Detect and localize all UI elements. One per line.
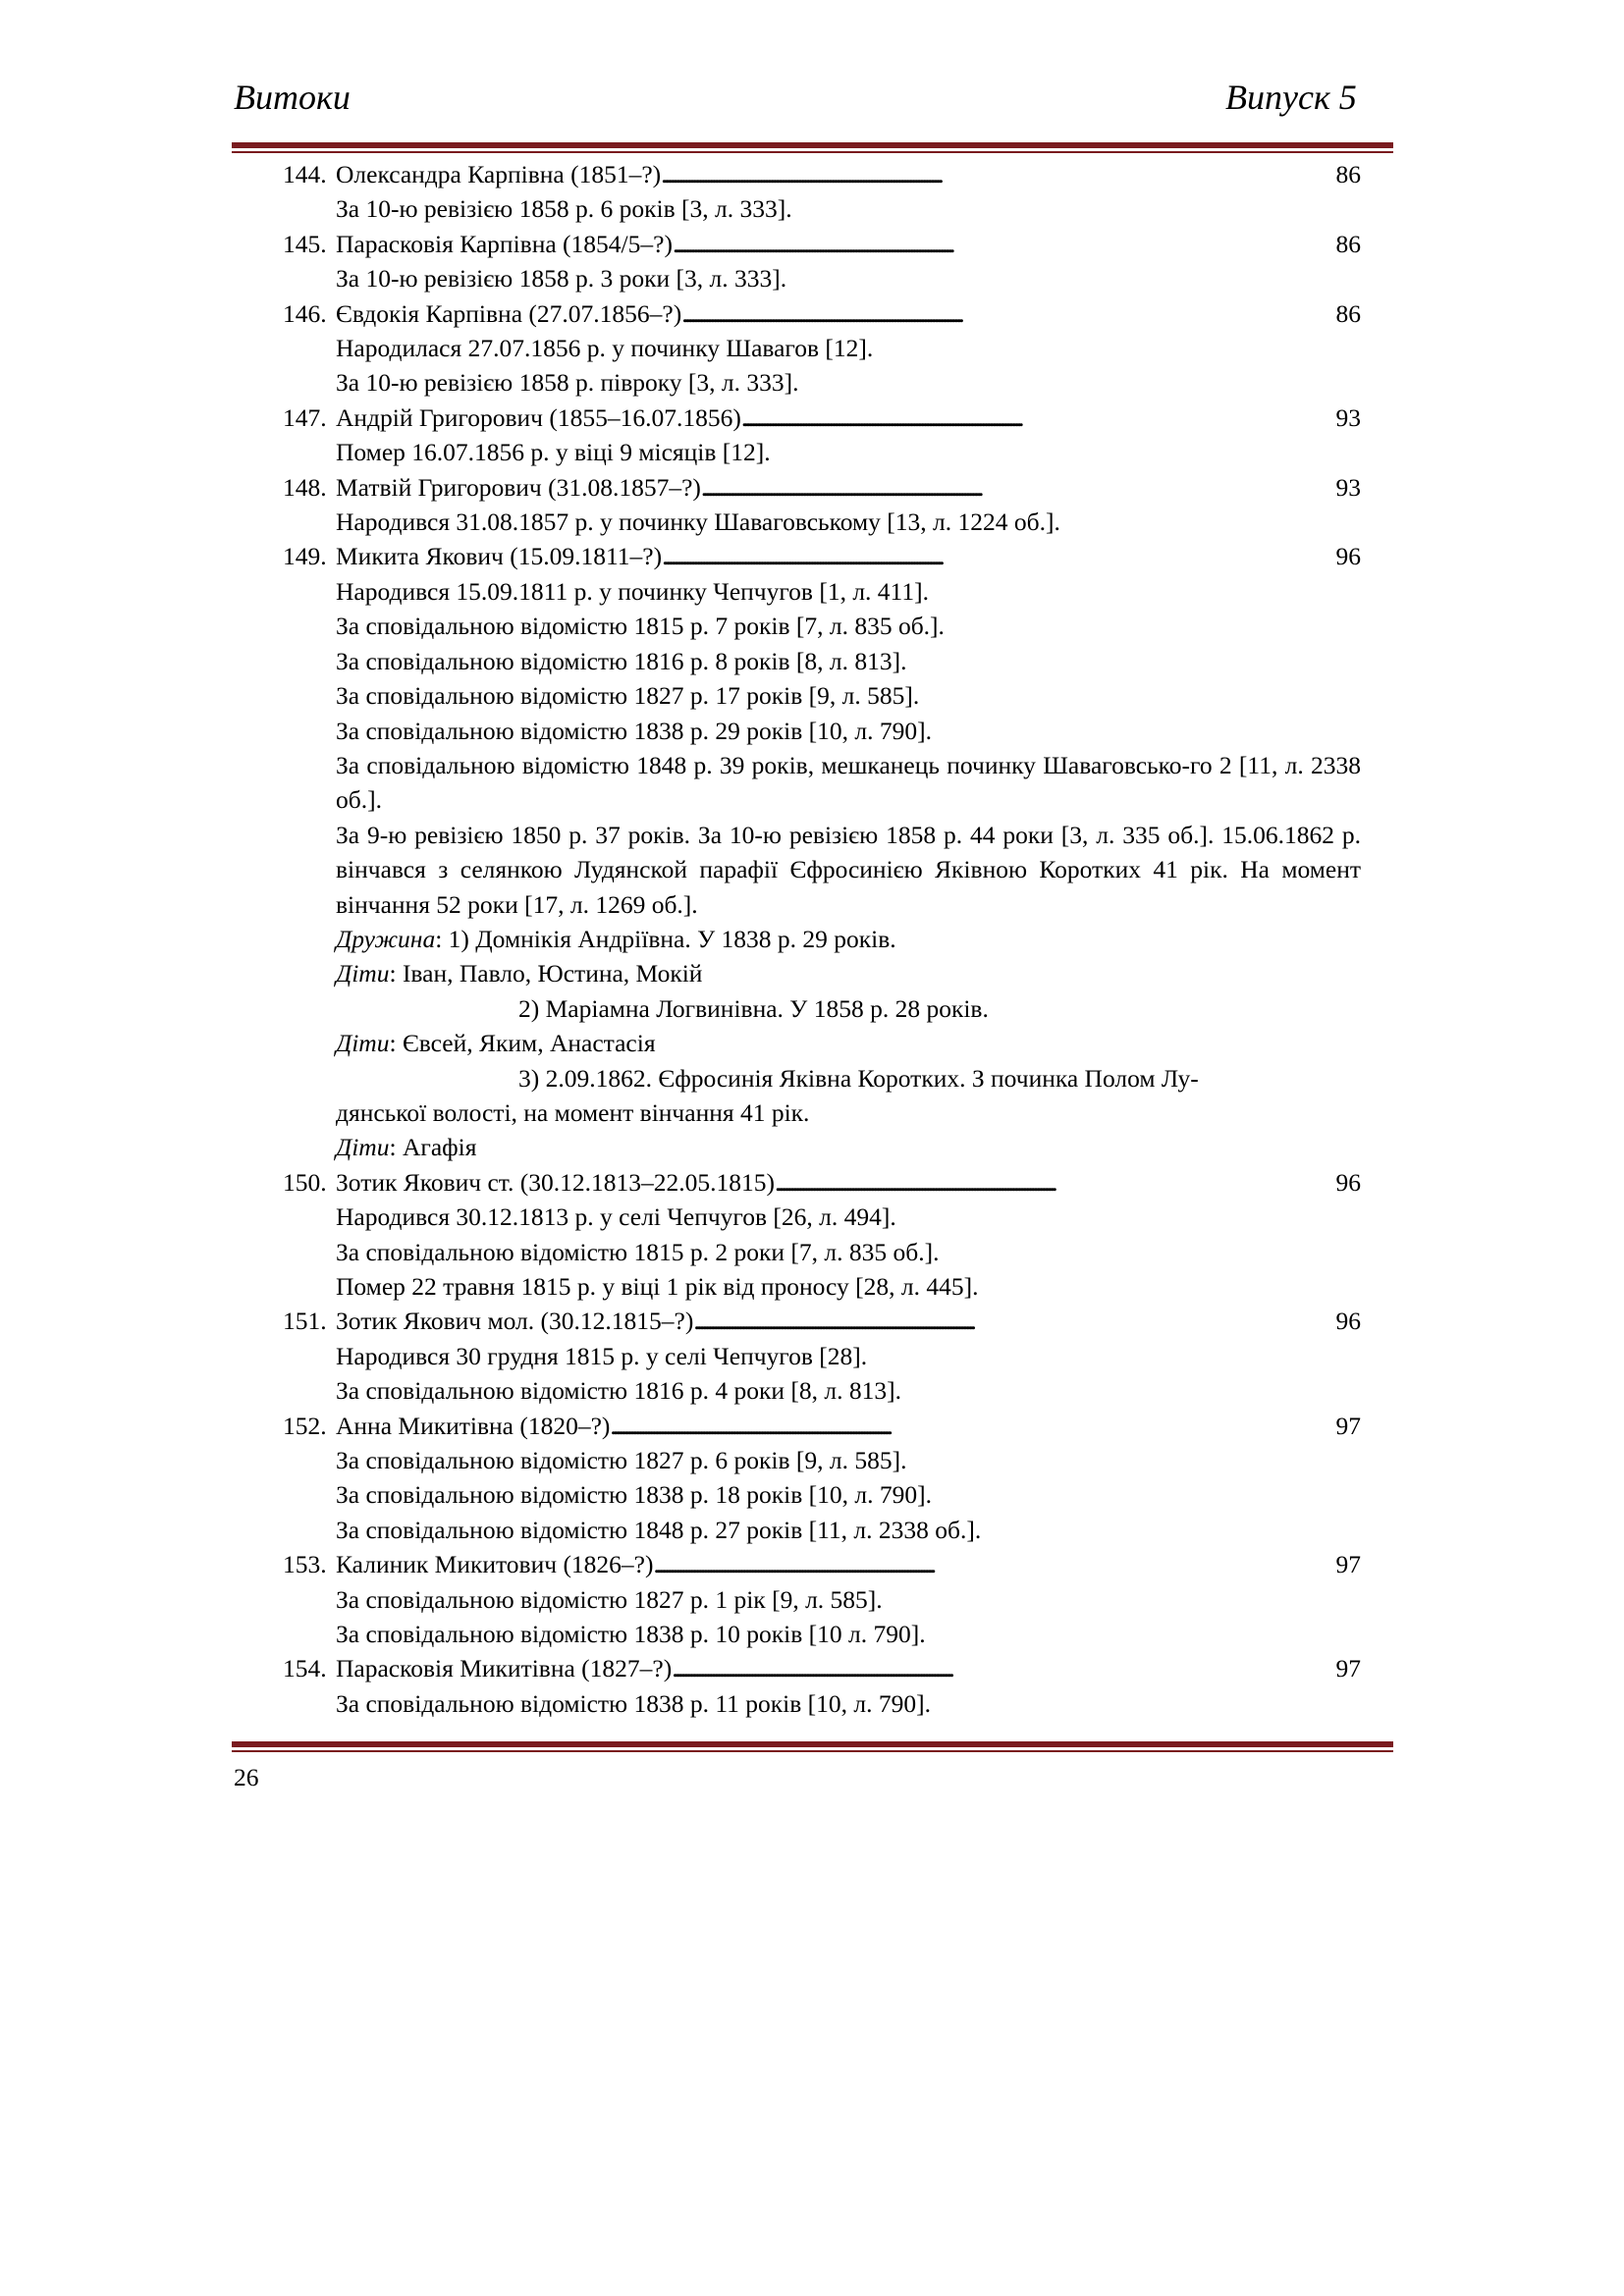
entry-title: Анна Микитівна (1820–?)	[336, 1411, 611, 1440]
entry-number: 149.	[283, 542, 327, 571]
spouse-text: : 1) Домнікія Андріївна. У 1838 р. 29 років.	[435, 924, 896, 953]
entry-title: Євдокія Карпівна (27.07.1856–?)	[336, 298, 682, 328]
leader-dots	[701, 470, 1326, 505]
entry-line: За сповідальною відомістю 1815 р. 7 років [7, л. 835 об.].	[336, 612, 945, 641]
children-text: : Агафія	[389, 1133, 477, 1162]
entry-line: Народився 30 грудня 1815 р. у селі Чепчугов [28].	[336, 1341, 868, 1370]
entry-page-ref: 93	[1335, 472, 1361, 502]
leader-dots	[661, 157, 1326, 191]
entry-title: Зотик Якович ст. (30.12.1813–22.05.1815)	[336, 1167, 776, 1197]
entry-title: Матвій Григорович (31.08.1857–?)	[336, 472, 701, 502]
entry-title: Зотик Якович мол. (30.12.1815–?)	[336, 1307, 694, 1336]
entry-line: За 10-ю ревізією 1858 р. 6 років [3, л. 333].	[336, 194, 792, 224]
entry-title-line	[336, 1409, 1361, 1443]
spouse-label: Дружина	[336, 924, 436, 953]
entry-title-line	[336, 539, 1361, 573]
entry-page-ref: 96	[1335, 1167, 1361, 1197]
leader-dots	[681, 296, 1326, 331]
entry-153	[232, 1547, 1394, 1651]
spouse-line: 3) 2.09.1862. Єфросинія Яківна Коротких. З починка Полом Лу-	[518, 1063, 1199, 1093]
entry-150	[232, 1165, 1394, 1305]
entry-number: 145.	[283, 229, 327, 258]
entry-title: Олександра Карпівна (1851–?)	[336, 160, 662, 188]
entry-page-ref: 96	[1335, 542, 1361, 571]
entry-line: Народився 31.08.1857 р. у починку Шаваговському [13, л. 1224 об.].	[336, 507, 1060, 537]
entry-title: Парасковія Карпівна (1854/5–?)	[336, 229, 673, 258]
entry-number: 147.	[283, 402, 327, 432]
entry-146	[232, 296, 1394, 400]
entry-number: 150.	[283, 1167, 327, 1197]
entry-line: За сповідальною відомістю 1838 р. 11 років [10, л. 790].	[336, 1688, 931, 1718]
entry-title-line	[336, 1165, 1361, 1200]
entry-page-ref: 86	[1335, 298, 1361, 328]
entry-title-line	[336, 1304, 1361, 1338]
leader-dots	[654, 1547, 1326, 1581]
entry-line: За 10-ю ревізією 1858 р. 3 роки [3, л. 333].	[336, 264, 787, 294]
page-number: 26	[234, 1763, 259, 1791]
entry-title: Андрій Григорович (1855–16.07.1856)	[336, 402, 741, 432]
entry-152	[232, 1409, 1394, 1548]
entry-title: Микита Якович (15.09.1811–?)	[336, 542, 663, 571]
entry-number: 144.	[283, 160, 327, 188]
entry-147	[232, 400, 1394, 470]
entry-line: Народився 15.09.1811 р. у починку Чепчугов [1, л. 411].	[336, 576, 929, 606]
entry-144	[232, 157, 1394, 227]
entry-line: За 10-ю ревізією 1858 р. півроку [3, л. 333].	[336, 368, 799, 398]
entry-line: Народився 30.12.1813 р. у селі Чепчугов [26, л. 494].	[336, 1202, 896, 1232]
entry-title-line	[336, 1651, 1361, 1685]
entry-page-ref: 97	[1335, 1654, 1361, 1683]
entry-title-line	[336, 470, 1361, 505]
entry-title-line	[336, 296, 1361, 331]
children-line	[336, 1026, 1361, 1060]
children-label: Діти	[336, 959, 390, 988]
entry-paragraph: За 9-ю ревізією 1850 р. 37 років. За 10-ю ревізією 1858 р. 44 роки [3, л. 335 об.]. 15.06.1862 р. вінчався з селянкою Лудянской парафії Єфросинією Яківною Коротких 41 рік. На момент вінчання 52 роки [17, л. 1269 об.].	[336, 820, 1361, 919]
children-text: : Іван, Павло, Юстина, Мокій	[389, 959, 703, 988]
entry-line: За сповідальною відомістю 1838 р. 10 років [10 л. 790].	[336, 1620, 926, 1649]
entry-number: 146.	[283, 298, 327, 328]
children-label: Діти	[336, 1029, 390, 1058]
entry-149	[232, 539, 1394, 1164]
entry-number: 152.	[283, 1411, 327, 1440]
entry-148	[232, 470, 1394, 540]
entry-line: За сповідальною відомістю 1838 р. 18 років [10, л. 790].	[336, 1480, 932, 1510]
entry-page-ref: 86	[1335, 229, 1361, 258]
children-text: : Євсей, Яким, Анастасія	[389, 1029, 656, 1058]
header-divider	[232, 142, 1393, 153]
entry-title-line	[336, 157, 1361, 191]
footer-divider	[232, 1741, 1393, 1752]
children-line	[336, 956, 1361, 990]
leader-dots	[672, 1651, 1326, 1685]
entry-page-ref: 96	[1335, 1307, 1361, 1336]
leader-dots	[775, 1165, 1326, 1200]
entry-line: За сповідальною відомістю 1827 р. 1 рік [9, л. 585].	[336, 1584, 883, 1614]
entry-154	[232, 1651, 1394, 1721]
entry-line: Народилася 27.07.1856 р. у починку Шавагов [12].	[336, 334, 874, 363]
entry-line: Помер 22 травня 1815 р. у віці 1 рік від проносу [28, л. 445].	[336, 1272, 979, 1301]
entry-line: За сповідальною відомістю 1815 р. 2 роки [7, л. 835 об.].	[336, 1237, 940, 1266]
entry-line: За сповідальною відомістю 1816 р. 8 років [8, л. 813].	[336, 646, 907, 675]
entry-title-line	[336, 1547, 1361, 1581]
children-line	[336, 1130, 1361, 1164]
entry-number: 151.	[283, 1307, 327, 1336]
entry-151	[232, 1304, 1394, 1408]
entry-number: 154.	[283, 1654, 327, 1683]
entry-line: За сповідальною відомістю 1827 р. 6 років [9, л. 585].	[336, 1446, 907, 1475]
entry-line: За сповідальною відомістю 1848 р. 27 років [11, л. 2338 об.].	[336, 1515, 982, 1544]
entry-paragraph: За сповідальною відомістю 1848 р. 39 років, мешканець починку Шаваговсько-го 2 [11, л. 2338 об.].	[336, 750, 1361, 815]
spouse-line	[336, 922, 1361, 956]
entry-title-line	[336, 400, 1361, 435]
entry-title: Калиник Микитович (1826–?)	[336, 1550, 654, 1579]
entry-title: Парасковія Микитівна (1827–?)	[336, 1654, 673, 1683]
entry-page-ref: 97	[1335, 1550, 1361, 1579]
entry-line: За сповідальною відомістю 1816 р. 4 роки [8, л. 813].	[336, 1376, 901, 1406]
running-header-issue: Випуск 5	[1225, 78, 1357, 117]
children-label: Діти	[336, 1133, 390, 1162]
entry-line: Помер 16.07.1856 р. у віці 9 місяців [12].	[336, 438, 771, 467]
entry-line: За сповідальною відомістю 1827 р. 17 років [9, л. 585].	[336, 681, 920, 711]
running-header-title: Витоки	[234, 78, 351, 117]
entry-page-ref: 97	[1335, 1411, 1361, 1440]
entry-line: За сповідальною відомістю 1838 р. 29 років [10, л. 790].	[336, 716, 932, 745]
entry-145	[232, 227, 1394, 296]
entry-title-line	[336, 227, 1361, 261]
entry-number: 148.	[283, 472, 327, 502]
leader-dots	[741, 400, 1326, 435]
entry-number: 153.	[283, 1550, 327, 1579]
spouse-line-continued: дянської волості, на момент вінчання 41 рік.	[336, 1097, 810, 1127]
leader-dots	[693, 1304, 1326, 1338]
entry-page-ref: 86	[1335, 160, 1361, 188]
page-content	[232, 157, 1394, 1721]
spouse-line: 2) Маріамна Логвинівна. У 1858 р. 28 років.	[518, 993, 989, 1023]
leader-dots	[610, 1409, 1326, 1443]
entry-page-ref: 93	[1335, 402, 1361, 432]
leader-dots	[662, 539, 1326, 573]
leader-dots	[673, 227, 1326, 261]
